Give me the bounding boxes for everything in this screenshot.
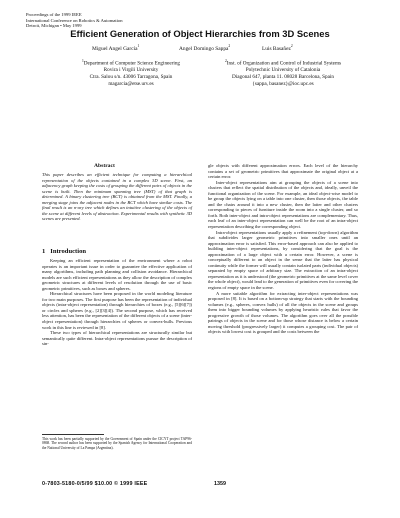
author-3-name: Luis Basañez [262,45,291,52]
footnote: This work has been partially supported by the Government of Spain under the CICYT project TAP96-0868. The second author has been supported by the Spanish Agency for International Cooperation and the National University of La Pampa (Argentina). [42,437,192,450]
right-paragraph-4: A more suitable algorithm for extracting inter-object representations was proposed in [8]. It is based on a bottom-up strategy that starts with the bounding volumes (e.g., spheres, convex hulls) of all the objects in the scene and groups them into bigger bounding volumes by applying heuristic rules that favor the progressive growth of those volumes. The algorithm goes over all the possible pairings of objects in the scene and for those whose distance is below a certain moving threshold (progressively larger) it computes a grouping cost. The pair of objects with lowest cost is grouped and the costs between the [208,290,358,335]
intro-paragraph-3: These two types of hierarchical representations are structurally similar but semantically quite different. Intra-object representations pursue the description of sin- [42,330,192,347]
affiliation-left-line-3: Ctra. Salou s/n. 43006 Tarragona, Spain [89,73,173,80]
author-2-mark: 2 [228,44,231,48]
abstract-text [42,172,192,222]
paper-title: Efficient Generation of Object Hierarchies from 3D Scenes [70,28,330,39]
right-paragraph-2: Inter-object representations aim at grouping the objects of a scene into clusters that reflect the spatial distribution of the objects and, ideally, unveil the functional organization of the scene. For example, an ideal object-wise model to be group the objects lying on a table into one cluster, then those objects, the table and the chairs around it into a new cluster, then the latter and other clusters corresponding to pieces of furniture inside the room into a single cluster, and so forth. Both inter-object and intra-object representations are complementary. Thus, each leaf of an inter-object representation can well be the root of an intra-object representation describing the corresponding object. [208,179,358,230]
author-3-mark: 2 [290,44,293,48]
author-1 [92,44,139,52]
proceedings-line-3: Detroit, Michigan • May 1999 [26,23,82,29]
affiliation-right-email: {sappa, basanez}@ioc.upc.es [252,80,314,87]
footer-isbn: 0-7803-5180-0/5/99 $10.00 © 1999 IEEE [42,481,148,487]
proceedings-header [26,12,186,29]
introduction-body [42,258,192,347]
right-paragraph-3: Intra-object representations usually apply a refinement (top-down) algorithm that subdivides larger geometric primitives into smaller ones until an approximation error is satisfied. This error-based approach can also be applied to building inter-object representations, by considering that the goal is the approximation of a large object with a certain error. However, a scene is conceptually different to an object in the sense that the latter has physical continuity while the former will usually contain isolated parts (individual objects) separated by empty space of arbitrary size. The extraction of an intra-object representation as it is understood (the geometric primitives at the same level cover the whole object), would lead to the generation of primitives even for covering the regions of empty space in the scene. [208,229,358,291]
section-1-title: Introduction [50,248,87,255]
affiliation-right-line-2: Polytechnic University of Catalonia [245,67,321,74]
section-1-number: 1 [42,248,46,255]
footnote-rule [42,434,104,435]
abstract-paragraph: This paper describes an efficient technique for computing a hierarchical representation of the objects contained in a complex 3D scene. First, an adjacency graph keeping the costs of grouping the different pairs of objects in the scene is built. Then the minimum spanning tree (MST) of that graph is determined. A binary clustering tree (BCT) is obtained from the MST. Finally, a merging stage joins the adjacent nodes in the BCT which have similar costs. The final result is an n-ary tree which defines an intuitive clustering of the objects of the scene at different levels of abstraction. Experimental results with synthetic 3D scenes are presented. [42,172,192,222]
right-column-body [208,163,358,335]
affiliation-left-line-2: Rovira i Virgili University [103,67,159,74]
proceedings-line-1: Proceedings of the 1999 IEEE [26,12,82,17]
abstract-heading: Abstract [94,163,115,169]
author-1-mark: 1 [137,44,140,48]
affiliation-left-email: magarcia@etse.urv.es [108,80,154,87]
author-1-name: Miguel Angel García [92,45,138,52]
affiliation-left-mark: 1 [81,59,84,63]
intro-paragraph-2: Hierarchical structures have been proposed in the world modeling literature for two main purposes. The first purpose has been the representation of individual objects (intra-object representation) through hierarchies of boxes (e.g., [5][6][7]) or circles and spheres (e.g., [2][3][4]). The second purpose, which has received less attention, has been the representation of the different objects of a scene (inter-object representation) through hierarchies of spheres or convex-hulls. Previous work in this line is reviewed in [8]. [42,291,192,330]
author-3 [262,44,293,52]
affiliation-left-line-1 [72,58,190,67]
page-number: 1359 [214,481,226,487]
author-2-name: Angel Domingo Sappa [179,45,229,52]
affiliation-right-line-3: Diagonal 647, planta 11. 08028 Barcelona, Spain [232,73,334,80]
affiliation-right [208,58,358,87]
affiliation-right-inst: Inst. of Organization and Control of Industrial Systems [226,60,342,67]
proceedings-line-2: International Conference on Robotics & Automation [26,17,123,23]
affiliation-right-mark: 2 [224,59,227,63]
affiliation-right-line-1 [208,58,358,67]
affiliation-left [72,58,190,87]
affiliation-left-dept: Department of Computer Science Engineering [83,60,181,67]
intro-paragraph-1: Keeping an efficient representation of the environment where a robot operates is an important issue in order to guarantee the effective application of many algorithms, including path planning and collision avoidance. Hierarchical models are such efficient representations as they allow the description of complex geometric structures at different levels of resolution through the use of basic geometric primitives, such as boxes and spheres. [42,258,192,291]
section-1-heading [42,248,86,255]
author-2 [179,44,230,52]
right-paragraph-1: gle objects with different approximation errors. Each level of the hierarchy contains a set of geometric primitives that approximate the original object at a certain error. [208,163,358,180]
